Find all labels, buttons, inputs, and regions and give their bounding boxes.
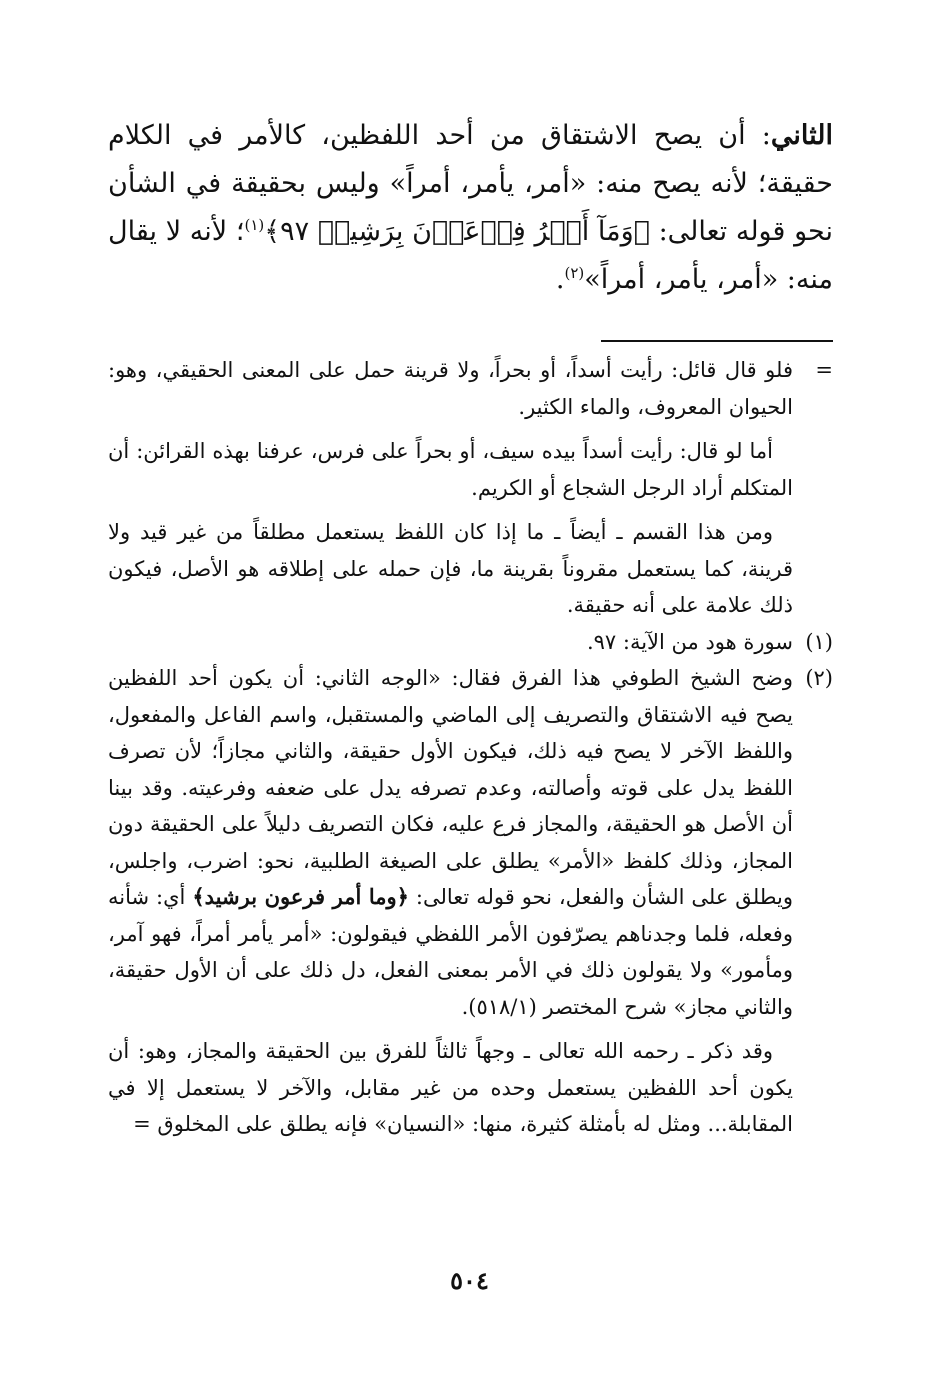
main-text-part-b: ؛ لأنه لا يقال منه: «أمر، يأمر، أمراً» [108,216,833,295]
footnote-2-text-b: أي: شأنه وفعله، فلما وجدناهم يصرّفون الأمر اللفظي فيقولون: «أمر يأمر أمراً، فهو آمر، ومأمور» ولا يقولون ذلك في الأمر بمعنى الفعل، دل ذلك على أن الأول حقيقة، والثاني مجاز» شرح المختصر (٥١٨/١). [108,885,793,1019]
main-paragraph [108,112,833,304]
footnote-1-text: سورة هود من الآية: ٩٧. [586,629,793,654]
footnote-separator [601,340,833,342]
continuation-text-4-body: وقد ذكر ـ رحمه الله تعالى ـ وجهاً ثالثاً للفرق بين الحقيقة والمجاز، وهو: أن يكون أحد اللفظين يستعمل وحده من غير مقابل، والآخر لا يستعمل إلا في المقابلة... ومثل له بأمثلة كثيرة، منها: «النسيان» فإنه يطلق على المخلوق [108,1039,793,1136]
continuation-text-4 [108,1033,833,1143]
footnote-2 [108,660,833,1025]
continuation-mark: = [815,358,833,382]
main-text-end: . [555,264,565,295]
footnote-continuation [108,352,833,425]
quran-verse: ﴿وَمَآ أَمۡرُ فِرۡعَوۡنَ بِرَشِيدٖ ٩٧﴾ [264,216,650,247]
footnote-2-text-a: وضح الشيخ الطوفي هذا الفرق فقال: «الوجه الثاني: أن يكون أحد اللفظين يصح فيه الاشتقاق والتصريف إلى الماضي والمستقبل، واسم الفاعل والمفعول، واللفظ الآخر لا يصح فيه ذلك، فيكون الأول حقيقة، والثاني مجازاً؛ لأن تصرف اللفظ يدل على قوته وأصالته، وعدم تصرفه يدل على ضعفه وفرعيته. وقد بينا أن الأصل هو الحقيقة، والمجاز فرع عليه، فكان التصريف دليلاً على الحقيقة دون المجاز، وذلك كلفظ «الأمر» يطلق على الصيغة الطلبية، نحو: اضرب، واجلس، ويطلق على الشأن والفعل، نحو قوله تعالى: [108,666,793,909]
footnote-2-number: (٢) [805,666,833,690]
footnote-1-number: (١) [805,629,833,654]
footnotes [108,352,833,1143]
main-text [108,112,833,304]
footnote-ref-1[interactable]: (١) [244,216,265,234]
continuation-text-1: فلو قال قائل: رأيت أسداً، أو بحراً، ولا قرينة حمل على المعنى الحقيقي، وهو: الحيوان المعروف، والماء الكثير. [108,358,793,419]
main-text-part-a: : أن يصح الاشتقاق من أحد اللفظين، كالأمر في الكلام حقيقة؛ لأنه يصح منه: «أمر، يأمر، أمراً» وليس بحقيقة في الشأن نحو قوله تعالى: [108,120,834,247]
lead-word: الثاني [770,120,833,151]
footnote-2-verse: ﴿وما أمر فرعون برشيد﴾ [192,884,409,909]
footnote-1 [108,624,833,661]
end-continuation-mark: = [133,1112,151,1136]
footnote-ref-2[interactable]: (٢) [564,264,585,282]
page-number: ٥٠٤ [450,1266,489,1295]
continuation-text-2: أما لو قال: رأيت أسداً بيده سيف، أو بحراً على فرس، عرفنا بهذه القرائن: أن المتكلم أراد الرجل الشجاع أو الكريم. [108,439,793,500]
continuation-text-3: ومن هذا القسم ـ أيضاً ـ ما إذا كان اللفظ يستعمل مطلقاً من غير قيد ولا قرينة، كما يستعمل مقروناً بقرينة ما، فإن حمله على إطلاقه هو الأصل، فيكون ذلك علامة على أنه حقيقة. [108,520,793,617]
